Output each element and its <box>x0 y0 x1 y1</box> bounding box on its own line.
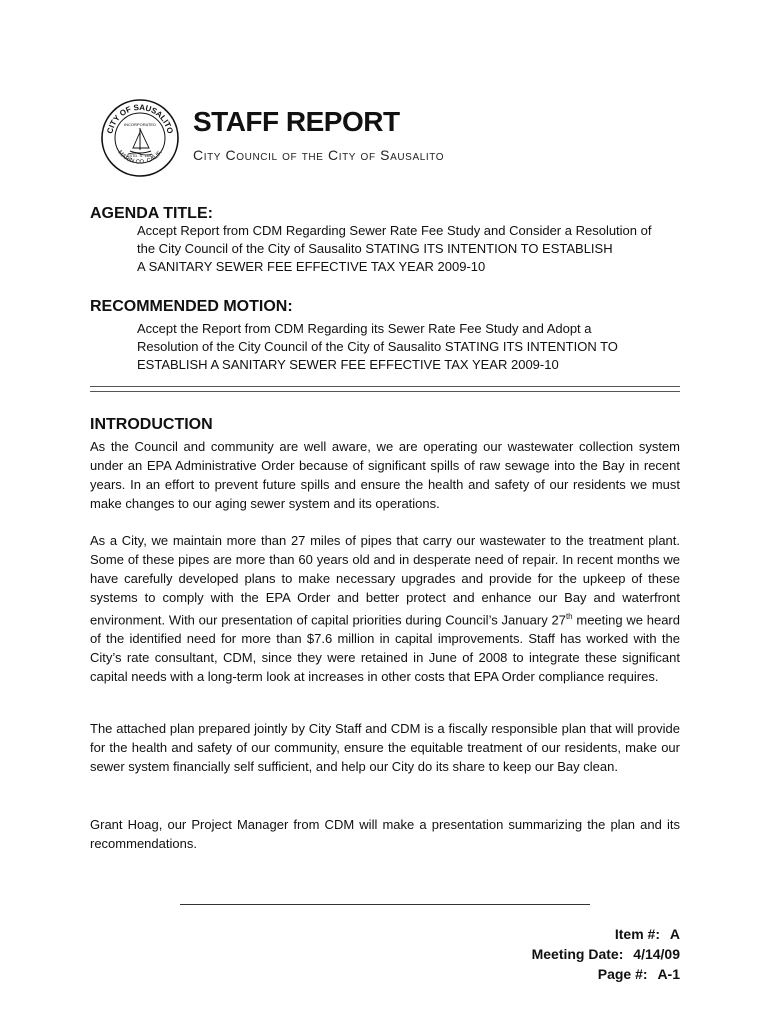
agenda-title-text <box>137 222 697 276</box>
city-seal-icon <box>100 98 180 178</box>
intro-paragraph-3 <box>90 719 680 776</box>
motion-line: Resolution of the City Council of the City of Sausalito STATING ITS INTENTION TO <box>137 339 618 354</box>
agenda-line: Accept Report from CDM Regarding Sewer Rate Fee Study and Consider a Resolution of <box>137 223 652 238</box>
report-title: STAFF REPORT <box>193 106 400 137</box>
ordinal-suffix: th <box>565 612 573 621</box>
seal-bottom-text: MARIN CO. CALIF. <box>116 149 164 166</box>
page-number-value: A-1 <box>657 966 680 982</box>
report-subtitle: City Council of the City of Sausalito <box>193 147 445 163</box>
report-footer <box>532 924 680 984</box>
agenda-line: the City Council of the City of Sausalito STATING ITS INTENTION TO ESTABLISH <box>137 241 613 256</box>
item-number-row <box>532 924 680 944</box>
paragraph-text: As the Council and community are well aware, we are operating our wastewater collection system under an EPA Administrative Order because of significant spills of raw sewage into the Bay in recent years. In an effort to prevent future spills and ensure the health and safety of our residents we must make changes to our aging sewer system and its operations. <box>90 439 680 511</box>
seal-inner-text: INCORPORATED <box>124 122 156 127</box>
seal-est-text: ESTD. S. 1893 <box>126 153 154 158</box>
recommended-motion-heading: RECOMMENDED MOTION: <box>90 298 293 315</box>
intro-paragraph-1 <box>90 437 680 513</box>
recommended-motion-text <box>137 320 697 374</box>
meeting-date-value: 4/14/09 <box>633 946 680 962</box>
item-number-label: Item #: <box>614 926 660 942</box>
meeting-date-row <box>532 944 680 964</box>
agenda-title-heading: AGENDA TITLE: <box>90 205 213 222</box>
agenda-line: A SANITARY SEWER FEE EFFECTIVE TAX YEAR 2009-10 <box>137 259 486 274</box>
page-number-row <box>532 964 680 984</box>
item-number-value: A <box>669 926 680 942</box>
footer-divider <box>180 904 590 905</box>
page-number-label: Page #: <box>597 966 648 982</box>
paragraph-text: Grant Hoag, our Project Manager from CDM will make a presentation summarizing the plan and its recommendations. <box>90 817 680 851</box>
seal-top-text: CITY OF SAUSALITO <box>105 102 175 135</box>
section-divider <box>90 386 680 392</box>
paragraph-text: As a City, we maintain more than 27 miles of pipes that carry our wastewater to the treatment plant. Some of these pipes are more than 60 years old and in desperate need of repair. In recent months we have carefully developed plans to make necessary upgrades and provide for the upkeep of these systems to comply with the EPA Order and better protect and enhance our Bay and waterfront environment. With our presentation of capital priorities during Council’s January 27 <box>90 533 680 628</box>
intro-paragraph-2 <box>90 531 680 686</box>
meeting-date-label: Meeting Date: <box>531 946 624 962</box>
introduction-heading: INTRODUCTION <box>90 416 213 433</box>
paragraph-text: The attached plan prepared jointly by City Staff and CDM is a fiscally responsible plan that will provide for the health and safety of our community, ensure the equitable treatment of our residents, make our sewer system financially self sufficient, and help our City do its share to keep our Bay clean. <box>90 721 680 774</box>
motion-line: ESTABLISH A SANITARY SEWER FEE EFFECTIVE TAX YEAR 2009-10 <box>137 357 559 372</box>
motion-line: Accept the Report from CDM Regarding its Sewer Rate Fee Study and Adopt a <box>137 321 592 336</box>
paragraph-text: meeting we heard of the identified need for more than $7.6 million in capital improvements. Staff has worked with the City’s rate consultant, CDM, since they were retained in June of 2008 to integrate these significant capital needs with a long-term look at increases in other costs that EPA Order compliance requires. <box>90 612 680 685</box>
intro-paragraph-4 <box>90 815 680 853</box>
